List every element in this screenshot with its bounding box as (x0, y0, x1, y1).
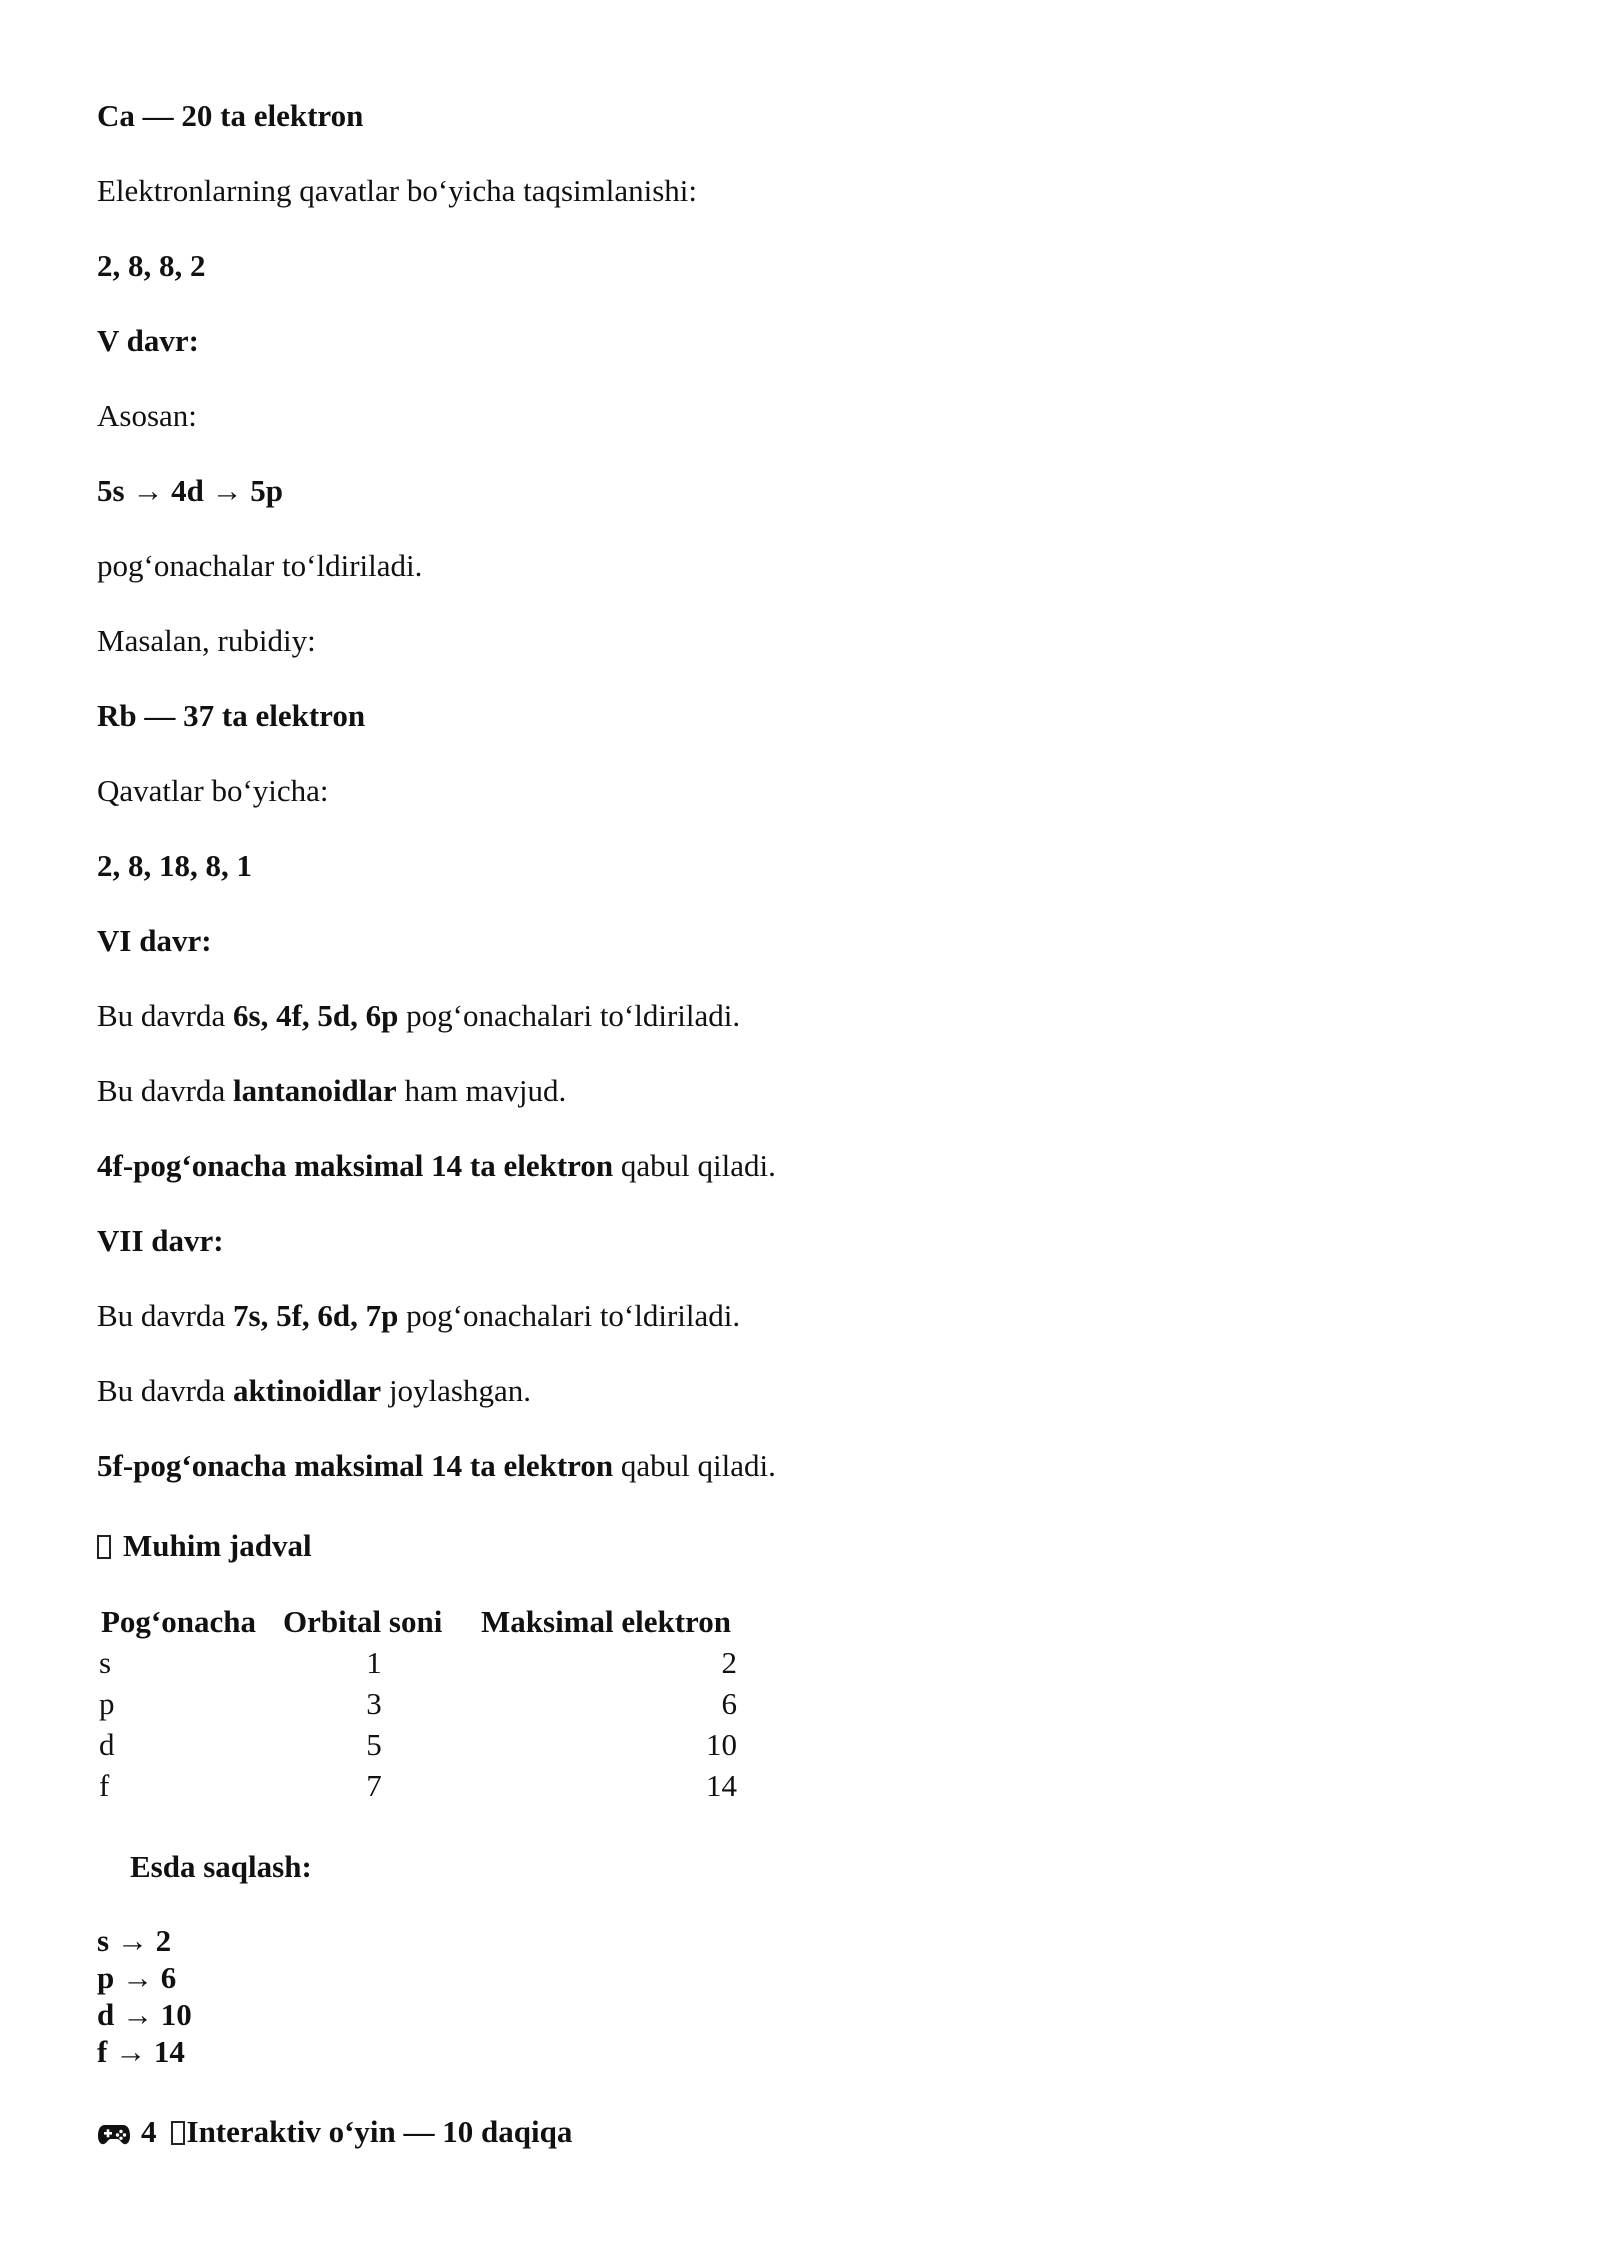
text: Bu davrda (97, 1373, 234, 1408)
actinides-term: aktinoidlar (233, 1373, 382, 1408)
cell-max: 2 (721, 1645, 737, 1680)
memo-item: d → 10 (97, 1997, 192, 2032)
table-row (97, 1724, 743, 1765)
orbital-table (97, 1601, 743, 1806)
cell-orbitals: 7 (366, 1768, 382, 1803)
rb-heading: Rb — 37 ta elektron (97, 698, 366, 733)
text: qabul qiladi. (613, 1148, 776, 1183)
cell-sublevel: f (99, 1768, 110, 1803)
section-title: Interaktiv o‘yin — 10 daqiqa (186, 2114, 573, 2149)
section-number: 4 (141, 2114, 157, 2149)
missing-glyph-icon (171, 2121, 185, 2145)
cell-max: 14 (706, 1768, 737, 1803)
cell-orbitals: 1 (366, 1645, 382, 1680)
cell-orbitals: 5 (366, 1727, 382, 1762)
table-title-text: Muhim jadval (123, 1528, 312, 1563)
vi-lanthanides-line (97, 1072, 566, 1110)
gamepad-icon (97, 2117, 131, 2155)
vi-period-heading: VI davr: (97, 923, 212, 958)
cell-sublevel: p (99, 1686, 115, 1721)
text: Bu davrda (97, 998, 234, 1033)
header-orbital-count: Orbital soni (283, 1604, 443, 1639)
vi-sublevels-line (97, 997, 740, 1035)
ca-heading: Ca — 20 ta elektron (97, 98, 364, 133)
rb-example-text: Masalan, rubidiy: (97, 623, 316, 658)
asosan-text: Asosan: (97, 398, 197, 433)
header-sublevel: Pog‘onacha (101, 1604, 256, 1639)
vii-5f-line (97, 1447, 776, 1485)
5f-capacity: 5f-pog‘onacha maksimal 14 ta elektron (97, 1448, 614, 1483)
table-row (97, 1642, 743, 1683)
4f-capacity: 4f-pog‘onacha maksimal 14 ta elektron (97, 1148, 614, 1183)
vi-sublevels: 6s, 4f, 5d, 6p (233, 998, 399, 1033)
text: Bu davrda (97, 1298, 234, 1333)
vii-sublevels: 7s, 5f, 6d, 7p (233, 1298, 399, 1333)
header-max-electrons: Maksimal elektron (481, 1604, 731, 1639)
vii-period-heading: VII davr: (97, 1223, 224, 1258)
cell-max: 10 (706, 1727, 737, 1762)
cell-sublevel: d (99, 1727, 115, 1762)
vii-sublevels-line (97, 1297, 740, 1335)
vi-4f-line (97, 1147, 776, 1185)
memo-item: s → 2 (97, 1923, 172, 1958)
memo-item: f → 14 (97, 2034, 185, 2069)
table-row (97, 1683, 743, 1724)
text: qabul qiladi. (613, 1448, 776, 1483)
v-period-heading: V davr: (97, 323, 199, 358)
missing-glyph-icon (97, 1535, 111, 1559)
rb-layers-label: Qavatlar bo‘yicha: (97, 773, 329, 808)
vii-actinides-line (97, 1372, 531, 1410)
ca-distribution-label: Elektronlarning qavatlar bo‘yicha taqsimlanishi: (97, 173, 698, 208)
text: Bu davrda (97, 1073, 234, 1108)
text: ham mavjud. (396, 1073, 567, 1108)
table-header-row (97, 1601, 743, 1642)
lanthanides-term: lantanoidlar (233, 1073, 397, 1108)
text: joylashgan. (381, 1373, 531, 1408)
text: pog‘onachalari to‘ldiriladi. (398, 1298, 741, 1333)
text: pog‘onachalari to‘ldiriladi. (398, 998, 741, 1033)
memo-title: Esda saqlash: (130, 1849, 312, 1884)
v-sublevels: 5s → 4d → 5p (97, 473, 284, 508)
table-title (97, 1527, 312, 1565)
section-heading (97, 2113, 572, 2155)
cell-sublevel: s (99, 1645, 112, 1680)
ca-distribution: 2, 8, 8, 2 (97, 248, 206, 283)
v-filled-text: pog‘onachalar to‘ldiriladi. (97, 548, 423, 583)
cell-max: 6 (721, 1686, 737, 1721)
table-row (97, 1765, 743, 1806)
rb-distribution: 2, 8, 18, 8, 1 (97, 848, 252, 883)
cell-orbitals: 3 (366, 1686, 382, 1721)
memo-item: p → 6 (97, 1960, 177, 1995)
